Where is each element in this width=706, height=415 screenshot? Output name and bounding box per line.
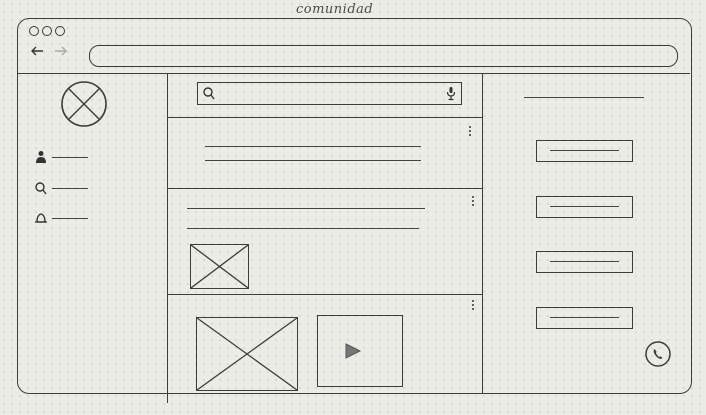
post-divider <box>168 117 482 118</box>
toolbar-divider <box>18 73 690 74</box>
right-panel-heading <box>524 97 644 98</box>
search-icon <box>34 181 48 195</box>
window-controls <box>29 26 65 36</box>
suggestion-label <box>550 150 619 151</box>
post-image[interactable] <box>196 317 298 391</box>
image-placeholder-icon <box>191 245 248 288</box>
search-icon <box>202 86 216 100</box>
post-text-line <box>187 208 425 209</box>
suggestion-label <box>550 206 619 207</box>
forward-arrow-icon[interactable] <box>54 45 68 61</box>
sidebar-item-label <box>52 157 88 158</box>
post-text-line <box>187 228 419 229</box>
play-icon <box>318 316 402 386</box>
suggestion-label <box>550 261 619 262</box>
avatar-placeholder-icon <box>60 80 108 128</box>
post-divider <box>168 188 482 189</box>
sidebar-item-search[interactable] <box>34 181 88 195</box>
avatar[interactable] <box>60 80 107 127</box>
address-bar[interactable] <box>89 45 678 67</box>
back-arrow-icon[interactable] <box>30 45 44 61</box>
more-options-icon[interactable] <box>469 126 473 136</box>
bell-icon <box>34 211 48 225</box>
search-bar[interactable] <box>197 82 462 105</box>
right-panel-divider <box>482 74 483 394</box>
user-icon <box>34 150 48 164</box>
post-text-line <box>205 160 421 161</box>
sidebar-item-label <box>52 188 88 189</box>
post-text-line <box>205 146 421 147</box>
minimize-dot[interactable] <box>42 26 52 36</box>
sidebar-item-label <box>52 218 88 219</box>
phone-icon <box>645 341 671 367</box>
sidebar-divider <box>167 74 168 403</box>
post-divider <box>168 294 482 295</box>
more-options-icon[interactable] <box>472 300 476 310</box>
sidebar-item-profile[interactable] <box>34 150 88 164</box>
post-image[interactable] <box>190 244 249 289</box>
close-dot[interactable] <box>29 26 39 36</box>
post-video[interactable] <box>317 315 403 387</box>
suggestion-button[interactable] <box>536 196 633 218</box>
microphone-icon[interactable] <box>446 86 456 101</box>
image-placeholder-icon <box>197 318 297 390</box>
call-button[interactable] <box>645 341 671 367</box>
maximize-dot[interactable] <box>55 26 65 36</box>
suggestion-button[interactable] <box>536 307 633 329</box>
suggestion-label <box>550 317 619 318</box>
more-options-icon[interactable] <box>472 196 476 206</box>
suggestion-button[interactable] <box>536 140 633 162</box>
sidebar-item-notifications[interactable] <box>34 211 88 225</box>
page-title: comunidad <box>296 2 374 17</box>
suggestion-button[interactable] <box>536 251 633 273</box>
